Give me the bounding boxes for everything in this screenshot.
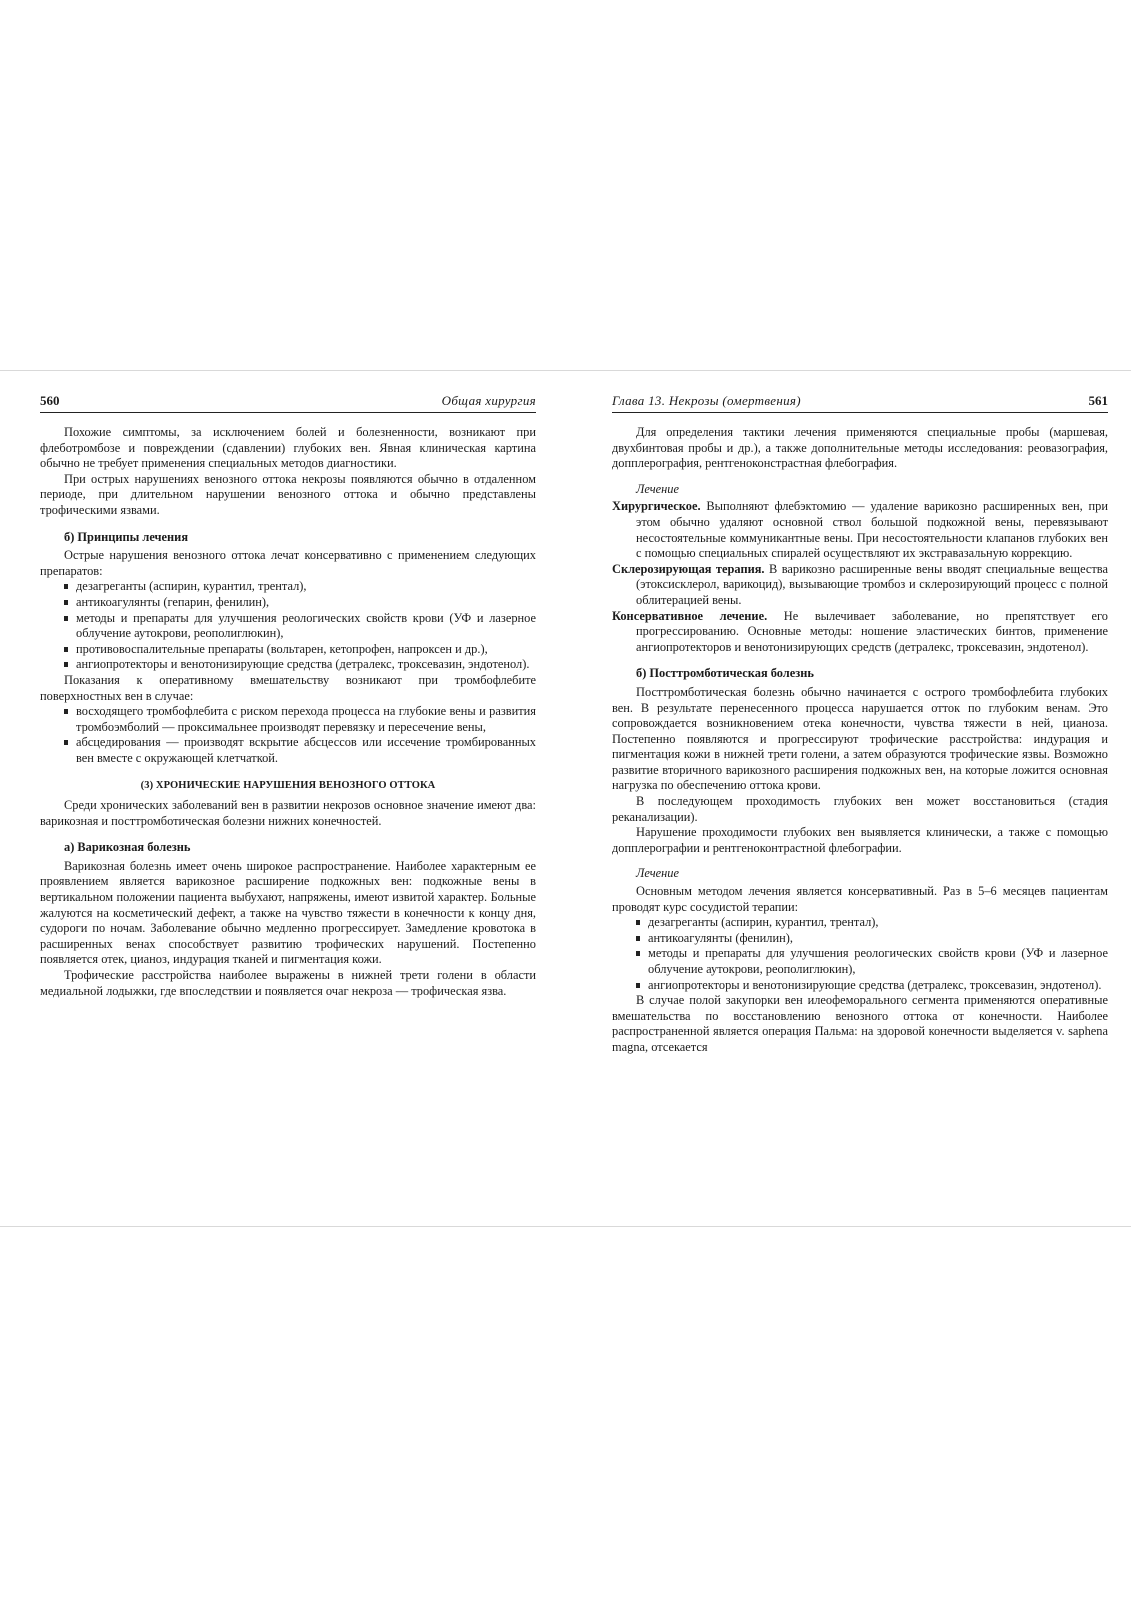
section-heading: а) Варикозная болезнь xyxy=(64,840,191,855)
subsection-label: Лечение xyxy=(636,481,679,496)
list-item: дезагреганты (аспирин, курантил, трентал), xyxy=(40,579,536,595)
right-page xyxy=(612,393,1108,1056)
section-heading: б) Принципы лечения xyxy=(64,529,189,544)
definition-paragraph xyxy=(612,499,1108,561)
definition-text: В варикозно расширенные вены вводят специальные вещества (этоксисклерол, варикоцид), вызывающие тромбоз и склерозирующий процесс с полной облитерацией вены. xyxy=(636,561,1108,607)
bullet-list xyxy=(40,704,536,766)
page-body xyxy=(612,425,1108,1056)
subsection-label: Лечение xyxy=(636,866,679,881)
paragraph: Посттромботическая болезнь обычно начинается с острого тромбофлебита глубоких вен. В результате перенесенного процесса нарушается отток по глубоким венам. Это сопровождается возникновением отека конечности, чувства тяжести в ней, цианоза. Постепенно появляются и прогрессируют трофические расстройства: индурация и пигментация кожи в нижней трети голени, а затем образуются трофические язвы. Возможно развитие вторичного варикозного расширения подкожных вен, на которые ложится основная нагрузка по обеспечению оттока крови. xyxy=(612,684,1108,793)
paragraph: В случае полой закупорки вен илеофеморального сегмента применяются оперативные вмешательства по восстановлению венозного оттока от конечности. Наиболее распространенной является операция Пальма: на здоровой конечности выделяется v. saphena magna, отсекается xyxy=(612,993,1108,1054)
paragraph: Среди хронических заболеваний вен в развитии некрозов основное значение имеют два: варикозная и посттромботическая болезни нижних конечностей. xyxy=(40,798,536,828)
list-item: антикоагулянты (фенилин), xyxy=(612,931,1108,947)
chapter-subheading: (3) ХРОНИЧЕСКИЕ НАРУШЕНИЯ ВЕНОЗНОГО ОТТОКА xyxy=(140,780,436,792)
paragraph: В последующем проходимость глубоких вен может восстановиться (стадия реканализации). xyxy=(612,794,1108,824)
paragraph: Для определения тактики лечения применяются специальные пробы (маршевая, двухбинтовая пробы и др.), а также дополнительные методы исследования: реовазография, допплерография, рентгеноконстрастная флебография. xyxy=(612,425,1108,471)
list-item: антикоагулянты (гепарин, фенилин), xyxy=(40,595,536,611)
running-title: Общая хирургия xyxy=(441,393,536,408)
list-item: методы и препараты для улучшения реологических свойств крови (УФ и лазерное облучение аутокрови, реополиглюкин), xyxy=(612,946,1108,977)
paragraph: Основным методом лечения является консервативный. Раз в 5–6 месяцев пациентам проводят курс сосудистой терапии: xyxy=(612,884,1108,914)
page-body xyxy=(40,425,536,999)
definition-paragraph xyxy=(612,609,1108,656)
definition-term: Хирургическое. xyxy=(612,499,701,514)
list-item: противовоспалительные препараты (вольтарен, кетопрофен, напроксен и др.), xyxy=(40,642,536,658)
left-page xyxy=(40,393,536,999)
list-item: ангиопротекторы и венотонизирующие средства (детралекс, троксевазин, эндотенол). xyxy=(40,657,536,673)
list-item: дезагреганты (аспирин, курантил, трентал), xyxy=(612,915,1108,931)
paragraph: Показания к оперативному вмешательству возникают при тромбофлебите поверхностных вен в случае: xyxy=(40,672,536,703)
definition-text: Не вылечивает заболевание, но препятствует его прогрессированию. Основные методы: ношение эластических бинтов, применение ангиопротекторов и венотонизирующих средств (детралекс, троксевазин, эндотенол). xyxy=(636,608,1108,654)
definition-term: Консервативное лечение. xyxy=(612,608,768,623)
definition-paragraph xyxy=(612,562,1108,609)
bullet-list xyxy=(40,579,536,673)
paragraph: При острых нарушениях венозного оттока некрозы появляются обычно в отдаленном периоде, при длительном нарушении венозного оттока и обычно представлены трофическими язвами. xyxy=(40,471,536,517)
page-number: 561 xyxy=(1088,393,1108,408)
paragraph: Острые нарушения венозного оттока лечат консервативно с применением следующих препаратов: xyxy=(40,548,536,578)
definition-term: Склерозирующая терапия. xyxy=(612,561,765,576)
list-item: ангиопротекторы и венотонизирующие средства (детралекс, троксевазин, эндотенол). xyxy=(612,978,1108,994)
book-spread xyxy=(0,370,1131,1227)
paragraph: Трофические расстройства наиболее выражены в нижней трети голени в области медиальной лодыжки, где впоследствии и появляется очаг некроза — трофическая язва. xyxy=(40,968,536,998)
bullet-list xyxy=(612,915,1108,993)
paragraph: Похожие симптомы, за исключением болей и болезненности, возникают при флеботромбозе и повреждении (сдавлении) глубоких вен. Явная клиническая картина обычно не требует применения специальных методов диагностики. xyxy=(40,425,536,471)
running-header xyxy=(612,393,1108,413)
definition-text: Выполняют флебэктомию — удаление варикозно расширенных вен, при этом обычно удаляют основной ствол большой подкожной вены, перевязывают несостоятельные коммуникантные вены. При несостоятельности клапанов глубоких вен с помощью специальных спиралей осуществляют их экстравазальную коррекцию. xyxy=(636,499,1108,561)
section-heading: б) Посттромботическая болезнь xyxy=(636,666,814,681)
paragraph: Варикозная болезнь имеет очень широкое распространение. Наиболее характерным ее проявлением является варикозное расширение подкожных вен: подкожные вены в вертикальном положении пациента выбухают, напряжены, имеют извитой характер. Больные жалуются на косметический дефект, а также на чувство тяжести в конечности к концу дня, судороги по ночам. Заболевание обычно медленно прогрессирует. Замедление кровотока в расширенных венах способствует развитию трофических нарушений. Постепенно появляется отек, цианоз, индурация тканей и пигментация кожи. xyxy=(40,858,536,967)
paragraph: Нарушение проходимости глубоких вен выявляется клинически, а также с помощью допплерографии и рентгеноконтрастной флебографии. xyxy=(612,825,1108,855)
list-item: восходящего тромбофлебита с риском перехода процесса на глубокие вены и развития тромбоэмболий — проксимальнее производят перевязку и пересечение вены, xyxy=(40,704,536,735)
list-item: методы и препараты для улучшения реологических свойств крови (УФ и лазерное облучение аутокрови, реополиглюкин), xyxy=(40,611,536,642)
running-header xyxy=(40,393,536,413)
list-item: абсцедирования — производят вскрытие абсцессов или иссечение тромбированных вен вместе с окружающей клетчаткой. xyxy=(40,735,536,766)
running-title: Глава 13. Некрозы (омертвения) xyxy=(612,393,801,408)
page-number: 560 xyxy=(40,393,60,408)
